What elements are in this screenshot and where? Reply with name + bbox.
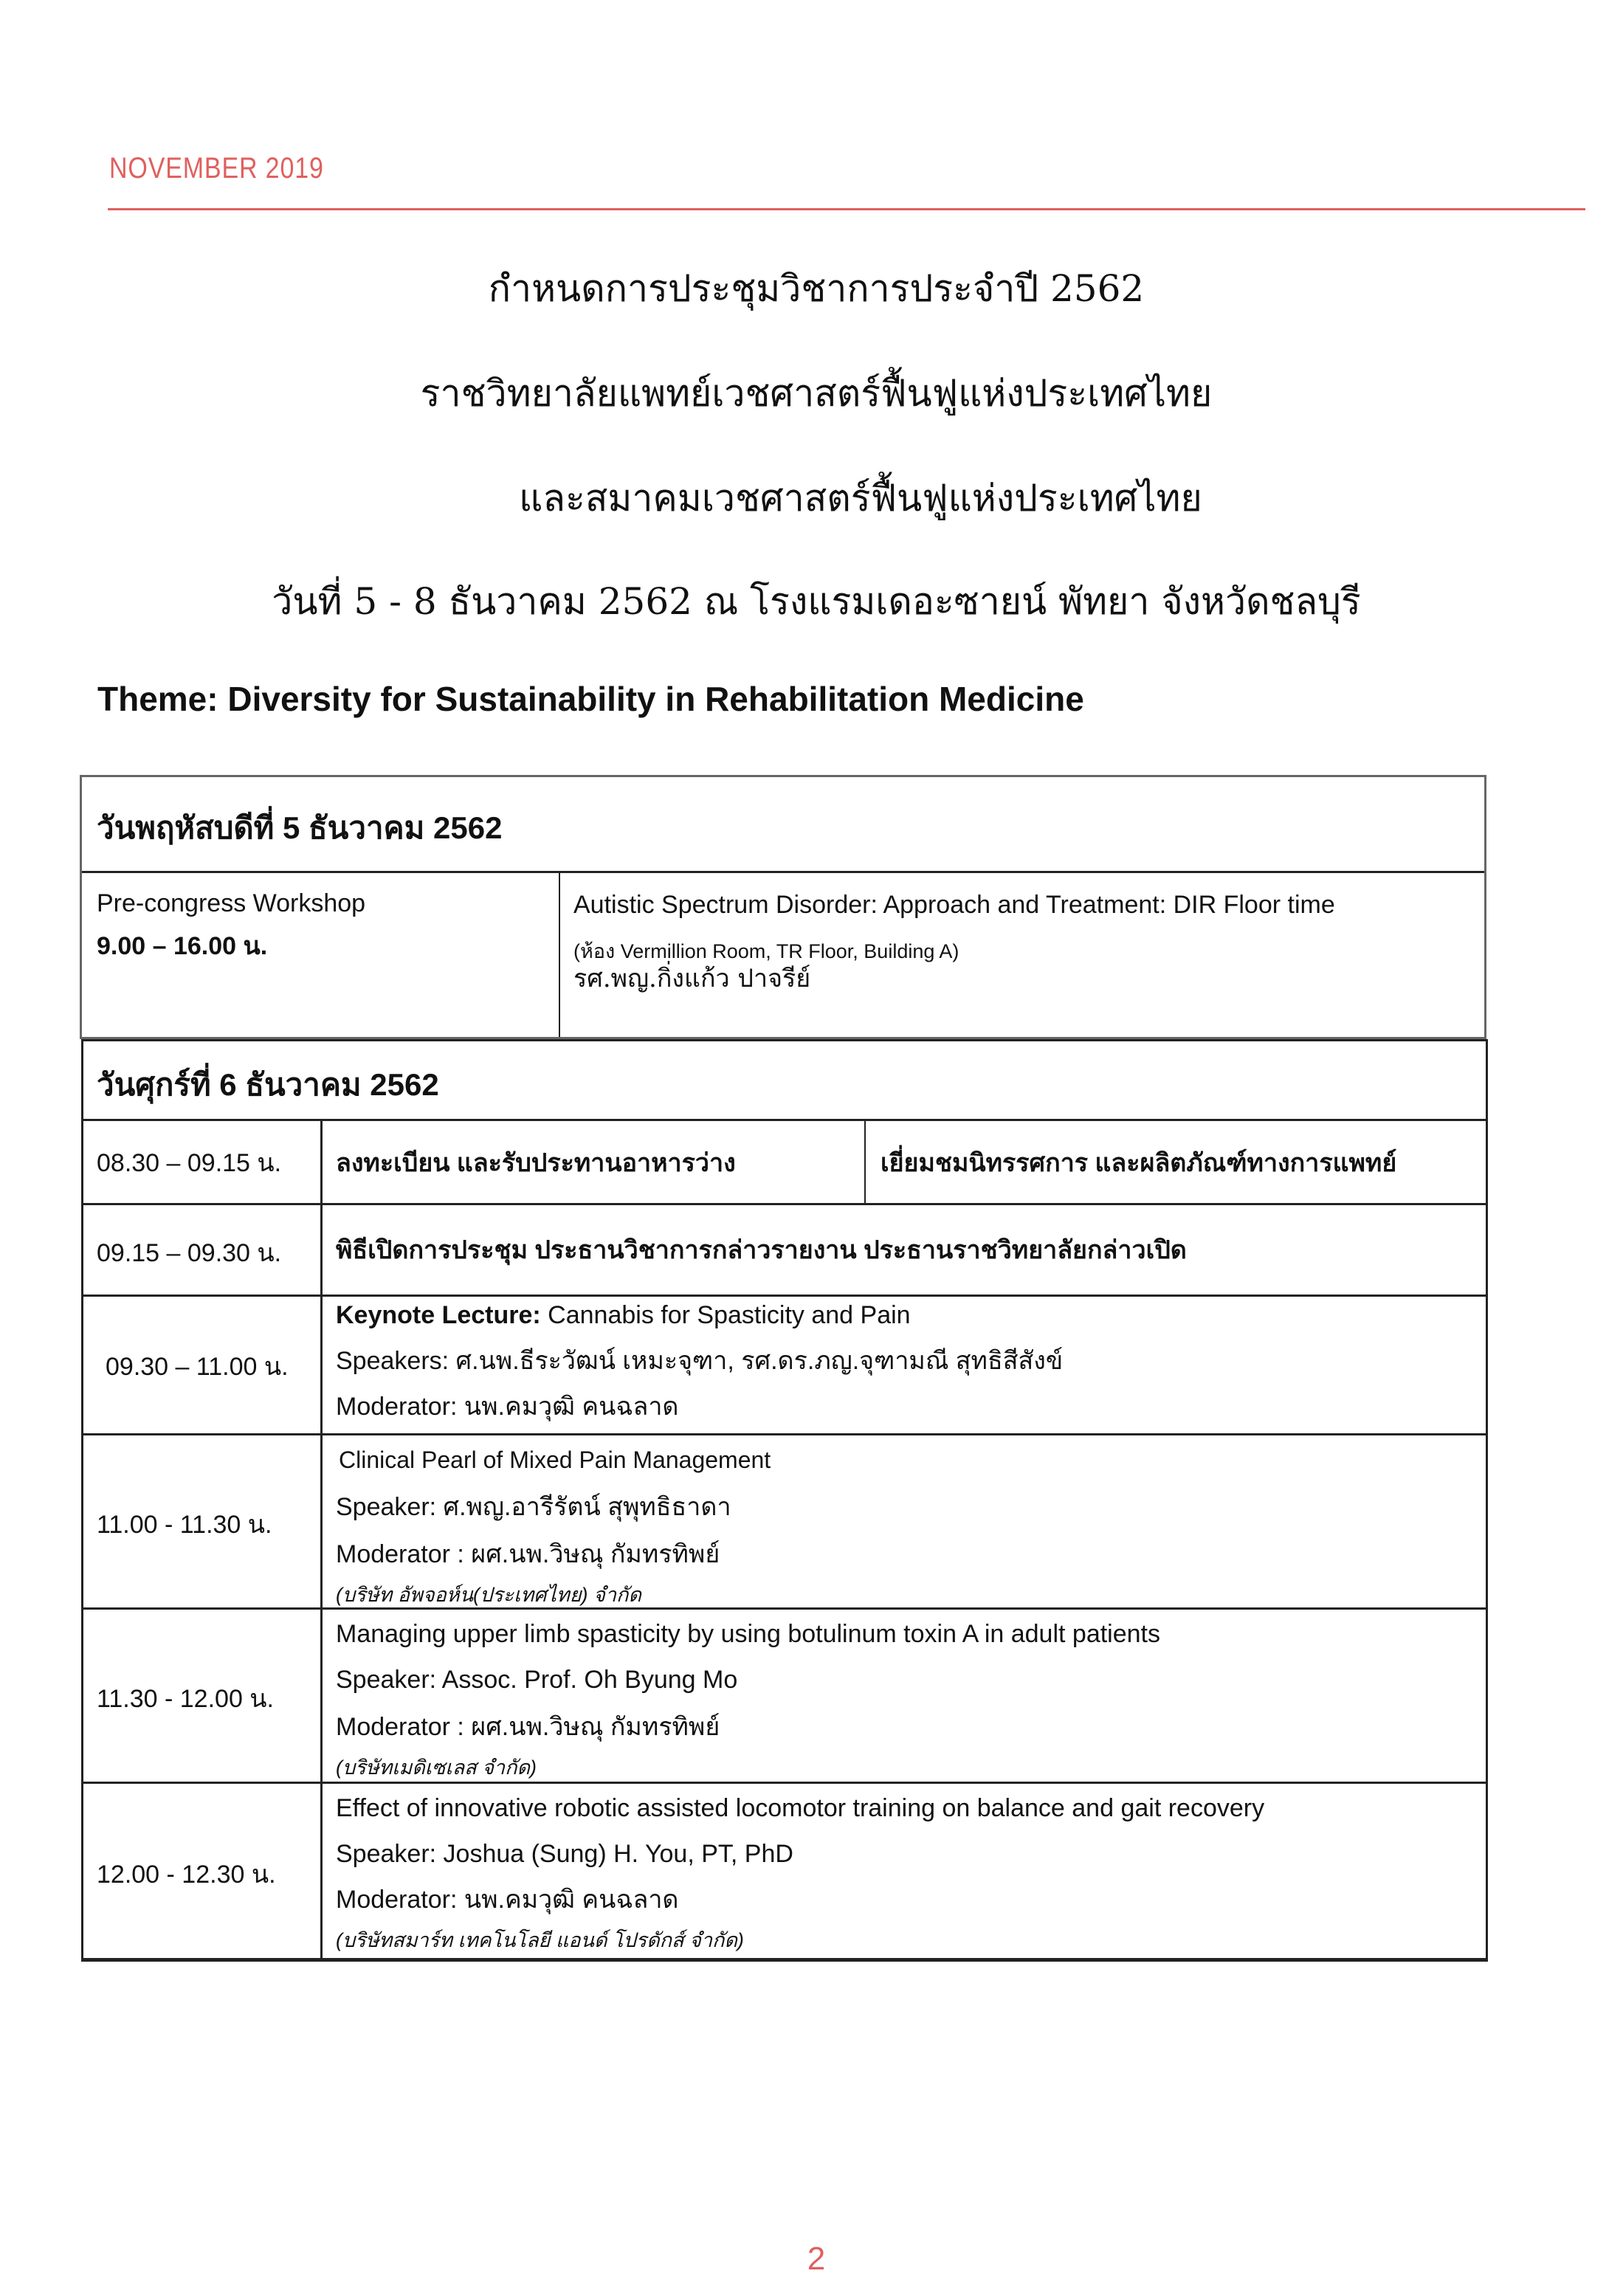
row-time: 09.30 – 11.00 น. <box>106 1353 289 1381</box>
table-row <box>83 1121 1486 1205</box>
row-time: 09.15 – 09.30 น. <box>97 1239 282 1267</box>
theme: Theme: Diversity for Sustainability in Rehabilitation Medicine <box>97 680 1084 718</box>
table-row <box>83 1435 1486 1610</box>
workshop-speaker: รศ.พญ.กิ่งแก้ว ปาจรีย์ <box>573 964 811 993</box>
title-line-4: วันที่ 5 - 8 ธันวาคม 2562 ณ โรงแรมเดอะซายน์ พัทยา จังหวัดชลบุรี <box>272 580 1361 623</box>
workshop-time: 9.00 – 16.00 น. <box>97 932 268 960</box>
day2-heading: วันศุกร์ที่ 6 ธันวาคม 2562 <box>97 1067 439 1102</box>
day1-heading: วันพฤหัสบดีที่ 5 ธันวาคม 2562 <box>97 810 503 845</box>
session-title: Effect of innovative robotic assisted locomotor training on balance and gait recovery <box>336 1794 1265 1822</box>
day1-right-cell <box>560 873 1484 1037</box>
session-moderator: Moderator : ผศ.นพ.วิษณุ กัมทรทิพย์ <box>336 1713 720 1741</box>
session-moderator: Moderator : ผศ.นพ.วิษณุ กัมทรทิพย์ <box>336 1540 720 1568</box>
table-row <box>83 1610 1486 1784</box>
row-time: 12.00 - 12.30 น. <box>97 1861 276 1889</box>
day2-table <box>81 1039 1488 1962</box>
session-moderator: Moderator: นพ.คมวุฒิ คนฉลาด <box>336 1886 679 1914</box>
session-speaker: Speaker: ศ.พญ.อารีรัตน์ สุพุทธิธาดา <box>336 1493 731 1521</box>
session-sponsor: (บริษัทเมดิเซเลส จำกัด) <box>336 1757 537 1779</box>
page-number: 2 <box>807 2241 826 2277</box>
session-title: Cannabis for Spasticity and Pain <box>540 1301 911 1329</box>
header-rule <box>108 208 1585 210</box>
header-month: NOVEMBER 2019 <box>109 152 324 185</box>
session-speaker: Speakers: ศ.นพ.ธีระวัฒน์ เหมะจุฑา, รศ.ดร.ภญ.จุฑามณี สุทธิสีสังข์ <box>336 1347 1064 1375</box>
session-title: Clinical Pearl of Mixed Pain Management <box>339 1447 771 1473</box>
session-sponsor: (บริษัทสมาร์ท เทคโนโลยี แอนด์ โปรดักส์ จำกัด) <box>336 1929 744 1951</box>
title-line-2: ราชวิทยาลัยแพทย์เวชศาสตร์ฟื้นฟูแห่งประเทศไทย <box>420 372 1213 415</box>
table-row <box>83 1784 1486 1959</box>
workshop-title: Pre-congress Workshop <box>97 889 366 917</box>
session-speaker: Speaker: Assoc. Prof. Oh Byung Mo <box>336 1666 738 1694</box>
row-activity: ลงทะเบียน และรับประทานอาหารว่าง <box>336 1149 736 1177</box>
title-line-3: และสมาคมเวชศาสตร์ฟื้นฟูแห่งประเทศไทย <box>519 477 1202 520</box>
row-activity: พิธีเปิดการประชุม ประธานวิชาการกล่าวรายงาน ประธานราชวิทยาลัยกล่าวเปิด <box>336 1236 1187 1264</box>
session-speaker: Speaker: Joshua (Sung) H. You, PT, PhD <box>336 1840 793 1868</box>
keynote-label: Keynote Lecture: <box>336 1301 541 1329</box>
title-line-1: กำหนดการประชุมวิชาการประจำปี 2562 <box>488 267 1145 310</box>
session-sponsor: (บริษัท อัพจอห์น(ประเทศไทย) จำกัด <box>336 1584 641 1606</box>
day2-heading-cell <box>83 1041 1486 1121</box>
row-activity-2: เยี่ยมชมนิทรรศการ และผลิตภัณฑ์ทางการแพทย์ <box>881 1149 1397 1177</box>
session-title: Managing upper limb spasticity by using botulinum toxin A in adult patients <box>336 1620 1160 1648</box>
table-row <box>83 1205 1486 1297</box>
day1-left-cell <box>82 873 560 1037</box>
session-moderator: Moderator: นพ.คมวุฒิ คนฉลาด <box>336 1393 679 1421</box>
table-row <box>83 1297 1486 1435</box>
row-time: 11.00 - 11.30 น. <box>97 1511 272 1539</box>
day1-table <box>80 775 1486 1039</box>
workshop-room: (ห้อง Vermillion Room, TR Floor, Building A) <box>573 940 959 962</box>
workshop-topic: Autistic Spectrum Disorder: Approach and Treatment: DIR Floor time <box>573 891 1335 919</box>
row-time: 08.30 – 09.15 น. <box>97 1149 282 1177</box>
day1-heading-cell <box>82 777 1484 873</box>
row-time: 11.30 - 12.00 น. <box>97 1685 274 1713</box>
